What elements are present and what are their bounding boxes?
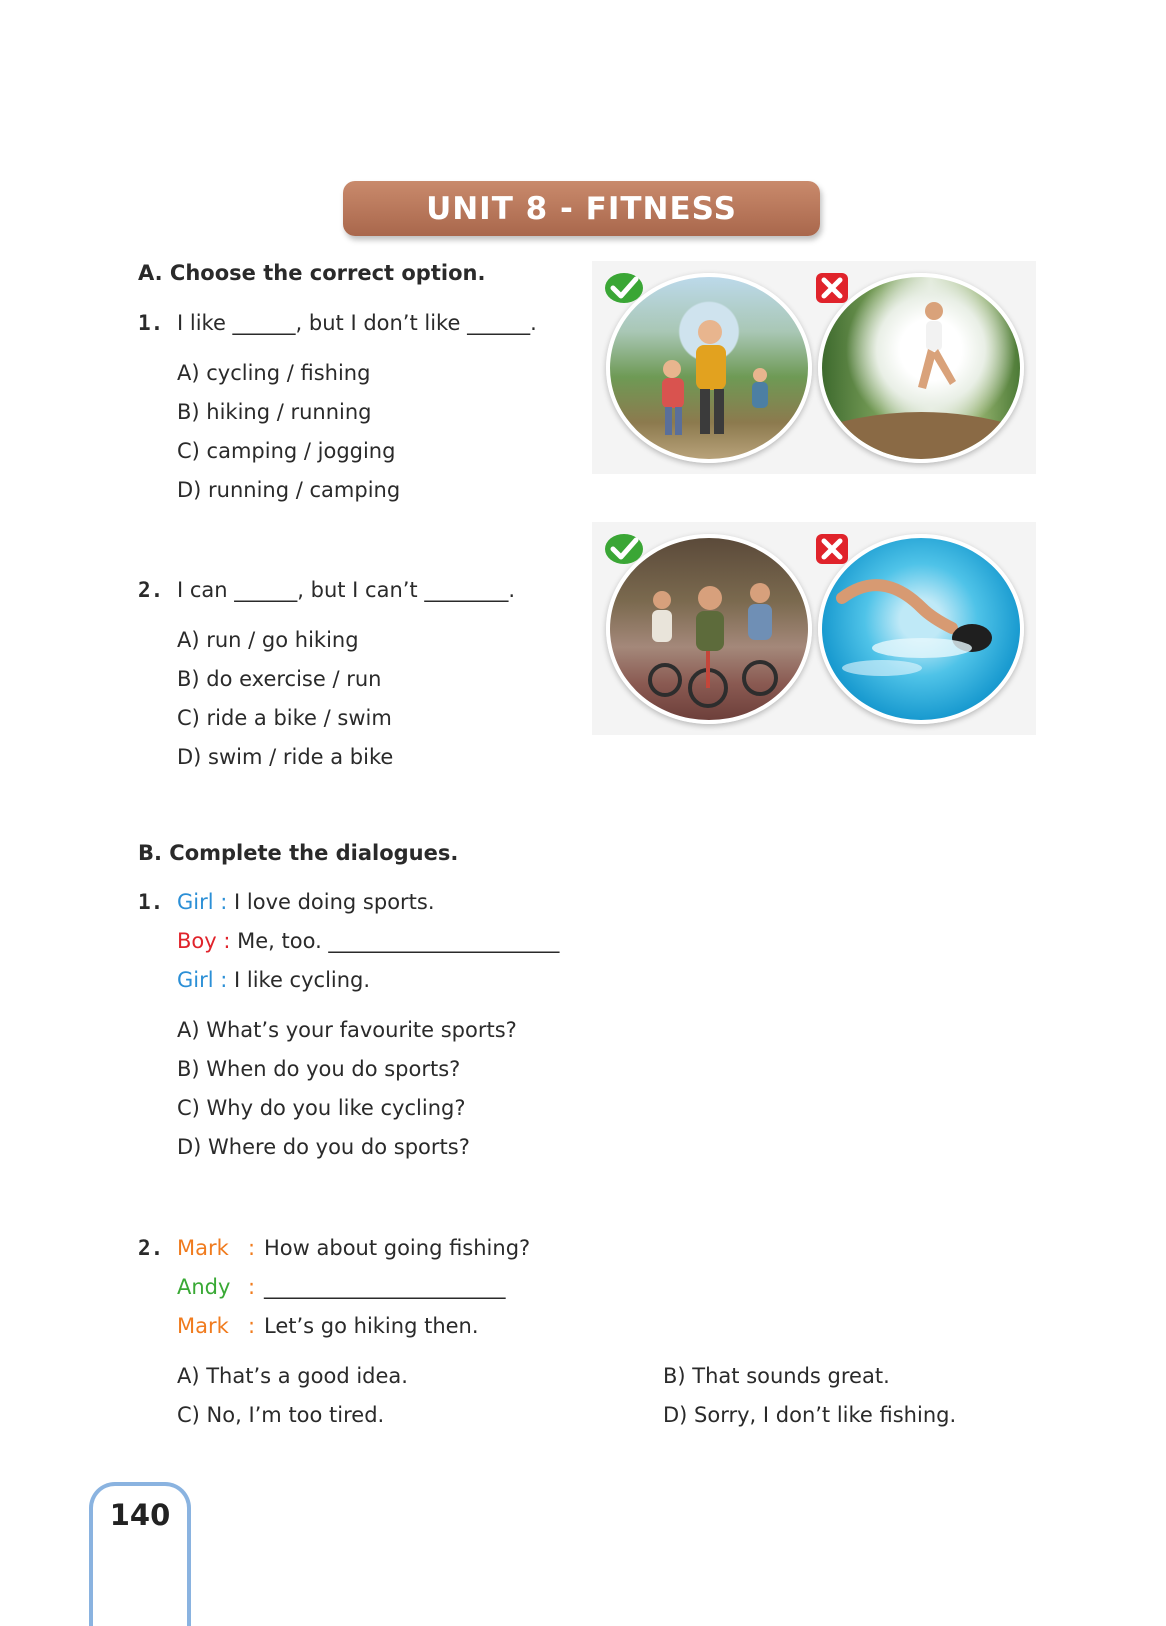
- section-b-heading: B. Complete the dialogues.: [138, 841, 459, 865]
- q2-number: 2.: [138, 578, 164, 602]
- d1-line-3: [177, 967, 370, 993]
- q2-option-b[interactable]: B) do exercise / run: [177, 667, 382, 691]
- d2-option-d[interactable]: D) Sorry, I don’t like fishing.: [663, 1403, 957, 1427]
- speaker-andy: Andy: [177, 1275, 231, 1299]
- colon: :: [248, 1236, 256, 1260]
- speaker-girl: Girl :: [177, 968, 228, 992]
- page-number: 140: [109, 1498, 171, 1532]
- check-icon: [604, 271, 644, 305]
- d2-option-a[interactable]: A) That’s a good idea.: [177, 1364, 408, 1388]
- colon: :: [248, 1314, 256, 1338]
- d1-option-b[interactable]: B) When do you do sports?: [177, 1057, 461, 1081]
- q1-option-a[interactable]: A) cycling / fishing: [177, 361, 371, 385]
- unit-title: UNIT 8 - FITNESS: [426, 190, 737, 227]
- d1-option-c[interactable]: C) Why do you like cycling?: [177, 1096, 466, 1120]
- q2-option-c[interactable]: C) ride a bike / swim: [177, 706, 392, 730]
- dialogue-text-blank: _______________________: [264, 1275, 506, 1299]
- d1-line-1: [177, 889, 435, 915]
- dialogue-text: I like cycling.: [234, 968, 371, 992]
- q2-option-d[interactable]: D) swim / ride a bike: [177, 745, 394, 769]
- section-a-heading: A. Choose the correct option.: [138, 261, 486, 285]
- speaker-boy: Boy :: [177, 929, 231, 953]
- photo-panel-q2: [592, 522, 1036, 735]
- colon: :: [248, 1275, 256, 1299]
- dialogue-text: How about going fishing?: [264, 1236, 531, 1260]
- q2-option-a[interactable]: A) run / go hiking: [177, 628, 359, 652]
- dialogue-text: I love doing sports.: [234, 890, 435, 914]
- q1-stem: I like ______, but I don’t like ______.: [177, 311, 537, 335]
- dialogue-text: Let’s go hiking then.: [264, 1314, 479, 1338]
- q1-option-b[interactable]: B) hiking / running: [177, 400, 372, 424]
- d1-line-2: [177, 928, 559, 954]
- d1-option-a[interactable]: A) What’s your favourite sports?: [177, 1018, 517, 1042]
- speaker-mark: Mark: [177, 1314, 229, 1338]
- d1-option-d[interactable]: D) Where do you do sports?: [177, 1135, 470, 1159]
- cross-icon: [812, 271, 852, 305]
- q1-number: 1.: [138, 311, 164, 335]
- cross-icon: [812, 532, 852, 566]
- speaker-girl: Girl :: [177, 890, 228, 914]
- speaker-mark: Mark: [177, 1236, 229, 1260]
- check-icon: [604, 532, 644, 566]
- photo-panel-q1: [592, 261, 1036, 474]
- q1-option-c[interactable]: C) camping / jogging: [177, 439, 396, 463]
- d2-option-c[interactable]: C) No, I’m too tired.: [177, 1403, 385, 1427]
- q2-stem: I can ______, but I can’t ________.: [177, 578, 516, 602]
- q1-option-d[interactable]: D) running / camping: [177, 478, 401, 502]
- d2-option-b[interactable]: B) That sounds great.: [663, 1364, 890, 1388]
- dialogue-text-blank: Me, too. ______________________: [237, 929, 560, 953]
- d1-number: 1.: [138, 890, 164, 914]
- unit-title-banner: [343, 181, 820, 236]
- d2-number: 2.: [138, 1236, 164, 1260]
